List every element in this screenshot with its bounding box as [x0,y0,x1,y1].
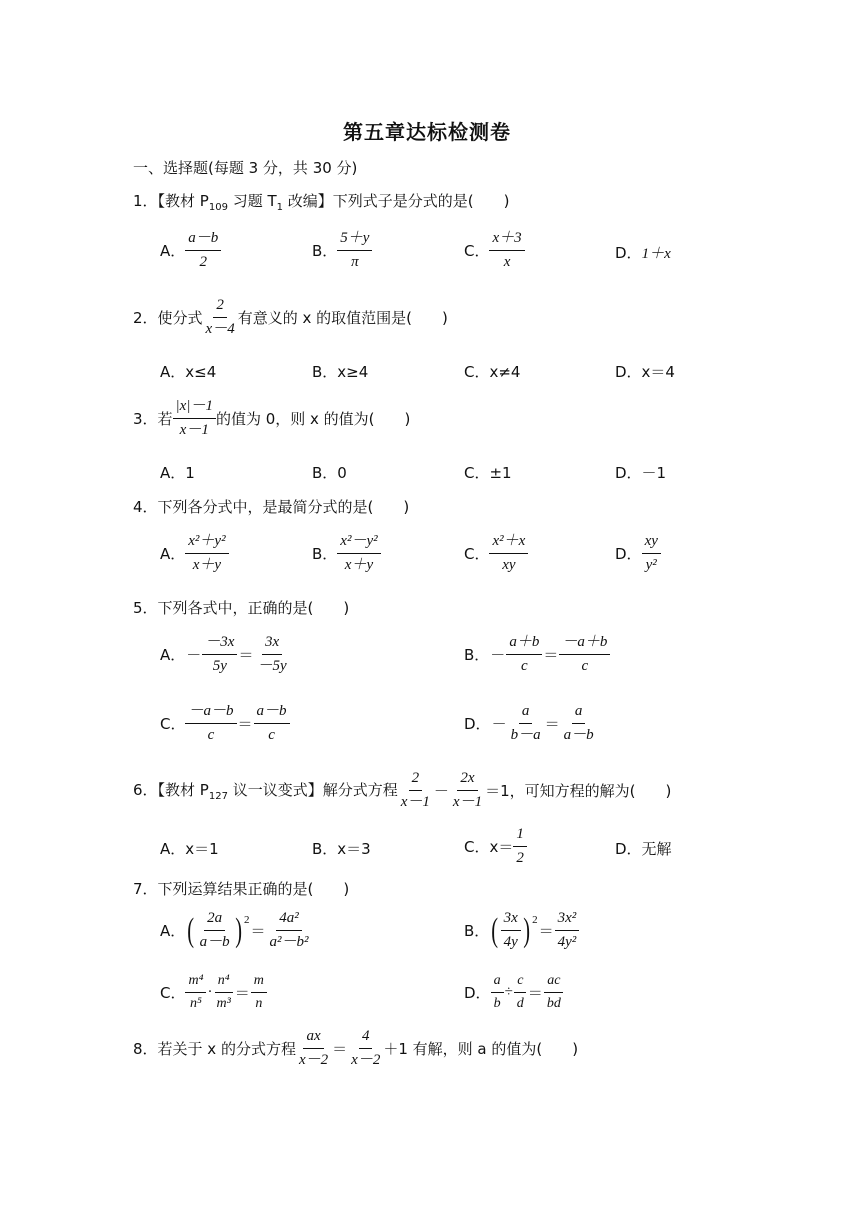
question-4-option-c[interactable]: C． $\frac{\text{x²＋x}}{xy}$ [464,533,528,575]
right-paren-icon: ) [523,911,530,949]
question-8-stem: 8．若关于 x 的分式方程 $\frac{ax}{x-2}$ ＝ $\frac{4}{x-2}$ ＋1 有解，则 a 的值为( ) [133,1028,579,1069]
fraction: $\frac{|x|-1}{x-1}$ [173,398,216,440]
fraction: $\frac{2}{x-1}$ [400,770,430,811]
question-1-stem: 1．【教材 $P_{109}$ 习题 $T_1$ 改编】下列式子是分式的是( ) [133,192,510,213]
fraction: $\frac{2}{x-4}$ [205,297,235,338]
fraction: $\frac{-3x}{5y}$ [202,634,237,676]
question-1-option-c[interactable]: C． $\frac{x+3}{x}$ [464,230,525,272]
question-5-option-d[interactable]: D． － $\frac{a}{b-a}$ ＝ $\frac{a}{a-b}$ [464,703,597,745]
right-paren-icon: ) [234,911,242,949]
fraction: $\frac{a}{a-b}$ [563,703,594,744]
question-2-option-d[interactable]: D．x＝4 [615,363,675,381]
question-7-option-c[interactable]: C． $\frac{\text{m⁴}}{\text{n⁵}}$ · $\frac{\text{n⁴}}{\text{m³}}$ ＝ $\frac{m}{n}$ [160,973,267,1012]
question-6-option-b[interactable]: B．x＝3 [312,840,371,858]
fraction: $\frac{a+b}{c}$ [506,634,542,676]
question-5-option-c[interactable]: C． $\frac{-a-b}{c}$ ＝ $\frac{a-b}{c}$ [160,703,290,745]
fraction: $\frac{\text{4a²}}{\text{a²－b²}}$ [269,910,309,951]
fraction: $\frac{c}{d}$ [514,973,527,1012]
question-4-option-d[interactable]: D． $\frac{xy}{\text{y²}}$ [615,533,661,575]
question-5-option-b[interactable]: B． － $\frac{a+b}{c}$ ＝ $\frac{-a+b}{c}$ [464,634,610,676]
fraction: $\frac{\text{x²＋y²}}{x+y}$ [185,533,228,575]
question-3-option-d[interactable]: D．－1 [615,464,667,482]
fraction: $\frac{5+y}{\pi}$ [337,230,372,272]
question-7-option-d[interactable]: D． $\frac{a}{b}$ ÷ $\frac{c}{d}$ ＝ $\frac{ac}{bd}$ [464,973,564,1012]
question-6-option-d[interactable]: D．无解 [615,840,672,858]
question-6-stem: 6．【教材 $P_{127}$ 议一议变式】解分式方程 $\frac{2}{x-1}$ － $\frac{2x}{x-1}$ ＝1，可知方程的解为( ) [133,770,672,811]
fraction: $\frac{\text{x²＋x}}{xy}$ [489,533,528,575]
fraction: $\frac{-a+b}{c}$ [559,634,610,676]
question-4-stem: 4．下列各分式中，是最简分式的是( ) [133,498,410,516]
fraction: $\frac{3x}{4y}$ [501,910,521,952]
question-5-stem: 5．下列各式中，正确的是( ) [133,599,350,617]
question-7-stem: 7．下列运算结果正确的是( ) [133,880,350,898]
fraction: $\frac{\text{n⁴}}{\text{m³}}$ [216,973,231,1012]
fraction: $\frac{\text{3x²}}{\text{4y²}}$ [555,910,580,952]
question-1-option-b[interactable]: B． $\frac{5+y}{\pi}$ [312,230,372,272]
fraction: $\frac{1}{2}$ [513,826,527,868]
fraction: $\frac{2x}{x-1}$ [452,770,483,811]
question-7-option-b[interactable]: B． ( $\frac{3x}{4y}$ ) 2 ＝ $\frac{\text{3x²}}{\text{4y²}}$ [464,910,579,952]
question-1-option-a[interactable]: A． $\frac{a-b}{2}$ [160,230,221,272]
question-7-option-a[interactable]: A． ( $\frac{2a}{a-b}$ ) 2 ＝ $\frac{\text{4a²}}{\text{a²－b²}}$ [160,910,311,952]
fraction: $\frac{3x}{-5y}$ [257,634,287,675]
question-2-option-b[interactable]: B．x≥4 [312,363,369,381]
question-3-option-c[interactable]: C．±1 [464,464,512,482]
fraction: $\frac{2a}{a-b}$ [199,910,230,951]
question-6-option-c[interactable]: C．x＝ $\frac{1}{2}$ [464,826,527,868]
fraction: $\frac{a-b}{2}$ [185,230,221,272]
question-4-option-b[interactable]: B． $\frac{\text{x²－y²}}{x+y}$ [312,533,381,575]
fraction: $\frac{\text{x²－y²}}{x+y}$ [337,533,380,575]
question-3-option-b[interactable]: B．0 [312,464,347,482]
fraction: $\frac{-a-b}{c}$ [185,703,236,745]
left-paren-icon: ( [491,911,499,949]
left-paren-icon: ( [187,911,195,949]
fraction: $\frac{m}{n}$ [251,973,267,1012]
question-4-option-a[interactable]: A． $\frac{\text{x²＋y²}}{x+y}$ [160,533,229,575]
question-6-option-a[interactable]: A．x＝1 [160,840,219,858]
fraction: $\frac{ax}{x-2}$ [298,1028,329,1069]
fraction: $\frac{a-b}{c}$ [254,703,290,745]
question-2-option-c[interactable]: C．x≠4 [464,363,521,381]
question-1-option-d[interactable]: D． 1＋x [615,244,671,262]
question-2-option-a[interactable]: A．x≤4 [160,363,217,381]
fraction: $\frac{x+3}{x}$ [489,230,524,272]
question-3-stem: 3．若 $\frac{|x|-1}{x-1}$ 的值为 0，则 x 的值为( ) [133,398,411,439]
question-3-option-a[interactable]: A．1 [160,464,195,482]
fraction: $\frac{a}{b}$ [491,973,504,1012]
question-5-option-a[interactable]: A． － $\frac{-3x}{5y}$ ＝ $\frac{3x}{-5y}$ [160,634,290,676]
fraction: $\frac{ac}{bd}$ [544,973,564,1012]
fraction: $\frac{xy}{\text{y²}}$ [642,533,661,575]
page-title: 第五章达标检测卷 [343,120,511,144]
fraction: $\frac{a}{b-a}$ [510,703,541,744]
section-heading: 一、选择题(每题 3 分，共 30 分) [133,159,358,177]
question-2-stem: 2．使分式 $\frac{2}{x-4}$ 有意义的 x 的取值范围是( ) [133,297,448,338]
fraction: $\frac{4}{x-2}$ [351,1028,381,1069]
fraction: $\frac{\text{m⁴}}{\text{n⁵}}$ [185,973,206,1012]
